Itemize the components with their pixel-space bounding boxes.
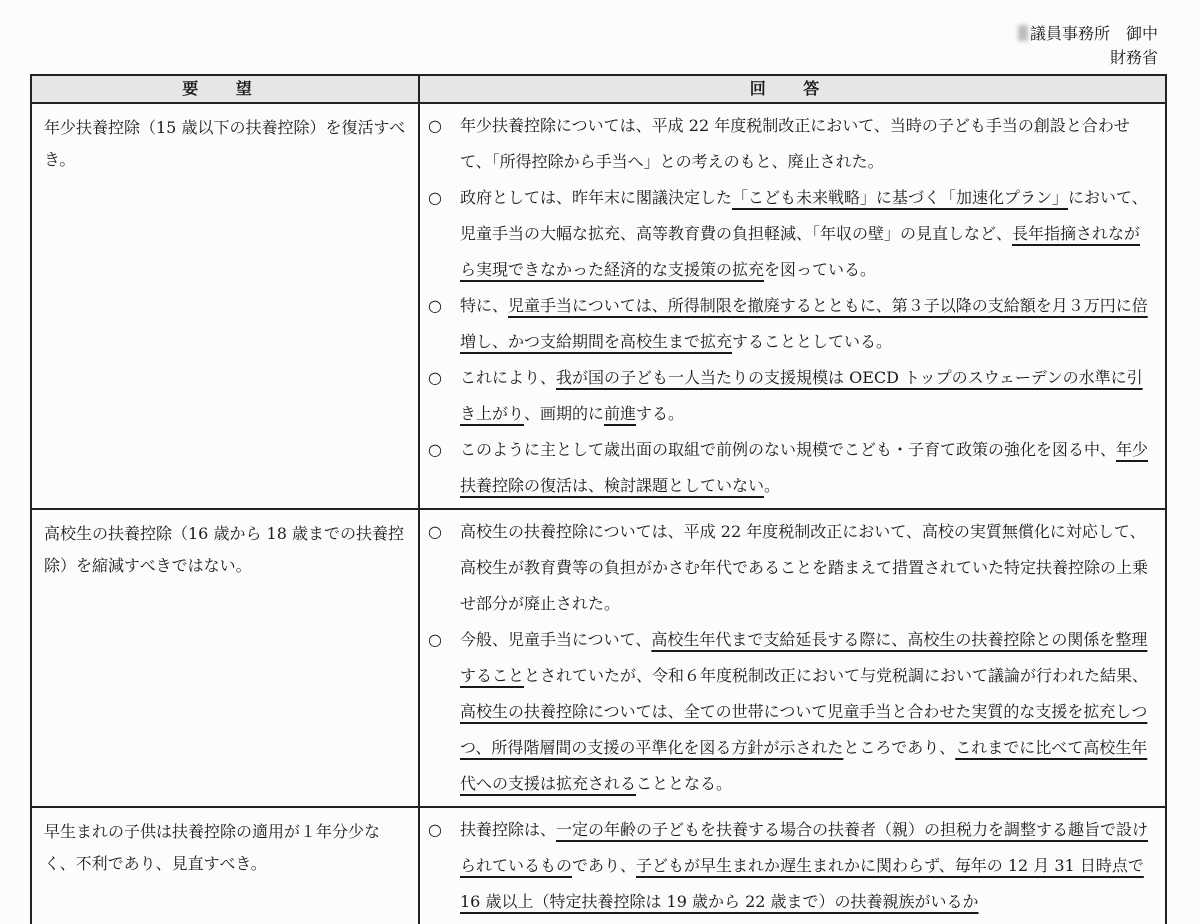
underlined-text: 「こども未来戦略」に基づく「加速化プラン」 [732, 188, 1069, 207]
answer-item: ○ これにより、我が国の子ども一人当たりの支援規模は OECD トップのスウェーデンの水準に引き上がり、画期的に前進する。 [428, 368, 1143, 423]
table-row [31, 509, 1166, 807]
answer-item: ○ 年少扶養控除については、平成 22 年度税制改正において、当時の子ども手当の創設と合わせて、「所得控除から手当へ」との考えのもと、廃止された。 [428, 116, 1130, 171]
answer-cell [419, 103, 1166, 509]
answer-text: ところであり、 [843, 738, 956, 757]
answer-item: ○ 政府としては、昨年末に閣議決定した「こども未来戦略」に基づく「加速化プラン」において、児童手当の大幅な拡充、高等教育費の負担軽減、「年収の壁」の見直しなど、長年指摘されながら実現できなかった経済的な支援策の拡充を図っている。 [428, 188, 1148, 279]
answer-text: 、画期的に [524, 404, 605, 423]
answer-text: 特に、 [460, 296, 509, 315]
underlined-text: これまでに比べて高校生年代への支援は拡充される [460, 738, 1148, 793]
underlined-text: 前進 [604, 404, 637, 423]
answer-item: ○ 高校生の扶養控除については、平成 22 年度税制改正において、高校の実質無償化に対応して、高校生が教育費等の負担がかさむ年代であることを踏まえて措置されていた特定扶養控除の上乗せ部分が廃止された。 [428, 522, 1149, 613]
answer-text: 年少扶養控除については、平成 22 年度税制改正において、当時の子ども手当の創設と合わせて、「所得控除から手当へ」との考えのもと、廃止された。 [460, 116, 1130, 171]
request-answer-table [30, 74, 1167, 924]
table-header-row [31, 75, 1166, 103]
answer-text: する。 [636, 404, 685, 423]
request-cell: 高校生の扶養控除（16 歳から 18 歳までの扶養控除）を縮減すべきではない。 [31, 509, 419, 807]
answer-item: ○ 特に、児童手当については、所得制限を撤廃するとともに、第３子以降の支給額を月３万円に倍増し、かつ支給期間を高校生まで拡充することとしている。 [428, 296, 1148, 351]
document-header [1018, 22, 1158, 70]
underlined-text: 高校生の扶養控除については、全ての世帯について児童手当と合わせた実質的な支援を拡充しつつ、所得階層間の支援の平準化を図る方針が示された [460, 702, 1148, 757]
underlined-text: 子どもが早生まれか遅生まれかに関わらず、毎年の 12 月 31 日時点で 16 歳以上（特定扶養控除は 19 歳から 22 歳まで）の扶養親族がいるか [460, 856, 1144, 911]
table-row [31, 103, 1166, 509]
redaction-mark [1018, 25, 1028, 41]
answer-text: 高校生の扶養控除については、平成 22 年度税制改正において、高校の実質無償化に対応して、高校生が教育費等の負担がかさむ年代であることを踏まえて措置されていた特定扶養控除の上乗せ部分が廃止された。 [460, 522, 1149, 613]
answer-text: とされていたが、令和６年度税制改正において与党税調において議論が行われた結果、 [524, 666, 1149, 685]
answer-cell [419, 509, 1166, 807]
answer-text: このように主として歳出面の取組で前例のない規模でこども・子育て政策の強化を図る中、 [460, 440, 1117, 459]
request-cell: 年少扶養控除（15 歳以下の扶養控除）を復活すべき。 [31, 103, 419, 509]
underlined-text: 我が国の子ども一人当たりの支援規模は OECD トップのスウェーデンの水準に引き上がり [460, 368, 1143, 423]
table-row [31, 807, 1166, 924]
column-header-answer: 回 答 [419, 75, 1166, 103]
answer-text: において、児童手当の大幅な拡充、高等教育費の負担軽減、「年収の壁」の見直しなど、 [460, 188, 1148, 243]
sender: 財務省 [1109, 48, 1158, 67]
request-cell: 早生まれの子供は扶養控除の適用が１年分少なく、不利であり、見直すべき。 [31, 807, 419, 924]
answer-text: 。 [764, 476, 781, 495]
answer-text: こととなる。 [636, 774, 733, 793]
column-header-request: 要 望 [31, 75, 419, 103]
answer-text: することとしている。 [732, 332, 893, 351]
underlined-text: 一定の年齢の子どもを扶養する場合の扶養者（親）の担税力を調整する趣旨で設けられているもの [460, 820, 1149, 875]
answer-item: ○ このように主として歳出面の取組で前例のない規模でこども・子育て政策の強化を図る中、年少扶養控除の復活は、検討課題としていない。 [428, 440, 1149, 495]
answer-item: ○ 扶養控除は、一定の年齢の子どもを扶養する場合の扶養者（親）の担税力を調整する趣旨で設けられているものであり、子どもが早生まれか遅生まれかに関わらず、毎年の 12 月 31 日時点で 16 歳以上（特定扶養控除は 19 歳から 22 歳まで）の扶養親族がいるか [428, 820, 1149, 911]
answer-text: 政府としては、昨年末に閣議決定した [460, 188, 733, 207]
recipient: 議員事務所 御中 [1029, 24, 1158, 43]
underlined-text: 高校生年代まで支給延長する際に、高校生の扶養控除との関係を整理すること [460, 630, 1148, 685]
underlined-text: 児童手当については、所得制限を撤廃するとともに、第３子以降の支給額を月３万円に倍増し、かつ支給期間を高校生まで拡充 [460, 296, 1148, 351]
answer-text: これにより、 [460, 368, 557, 387]
answer-text: 今般、児童手当について、 [460, 630, 652, 649]
underlined-text: 年少扶養控除の復活は、検討課題としていない [460, 440, 1149, 495]
recipient-line [1018, 22, 1158, 46]
answer-item: ○ 今般、児童手当について、高校生年代まで支給延長する際に、高校生の扶養控除との関係を整理することとされていたが、令和６年度税制改正において与党税調において議論が行われた結果、高校生の扶養控除については、全ての世帯について児童手当と合わせた実質的な支援を拡充しつつ、所得階層間の支援の平準化を図る方針が示されたところであり、これまでに比べて高校生年代への支援は拡充されることとなる。 [428, 630, 1149, 793]
answer-cell [419, 807, 1166, 924]
answer-text: であり、 [572, 856, 637, 875]
answer-text: 扶養控除は、 [460, 820, 557, 839]
underlined-text: 長年指摘されながら実現できなかった経済的な支援策の拡充 [460, 224, 1141, 279]
answer-text: を図っている。 [764, 260, 877, 279]
